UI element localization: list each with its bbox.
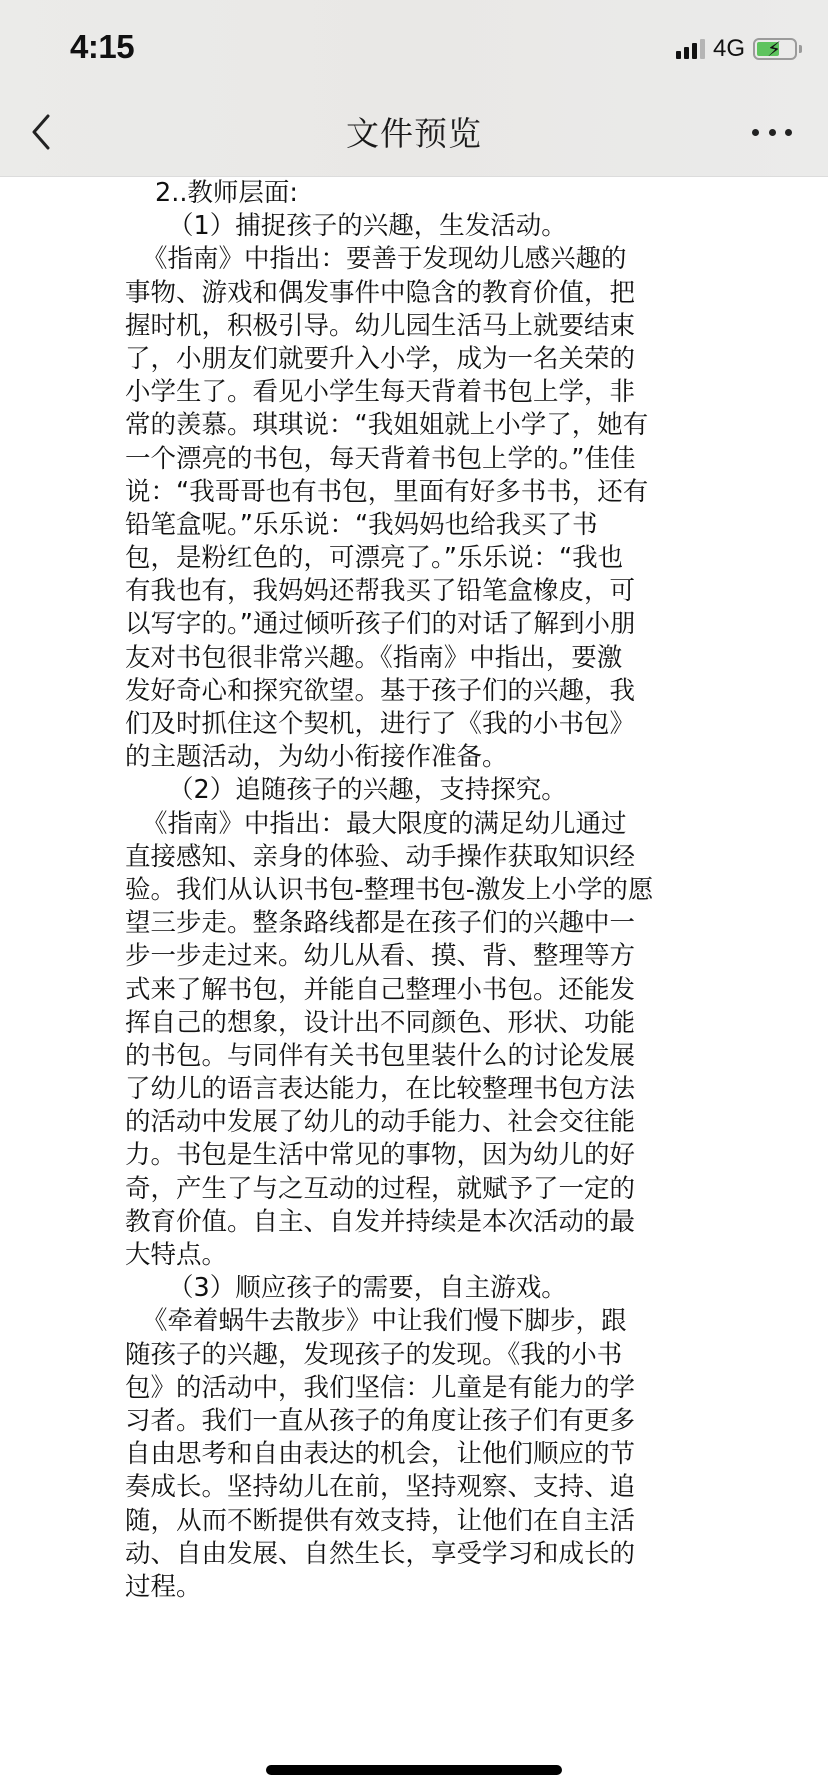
network-type: 4G <box>712 35 745 62</box>
paragraph-line: 望三步走。整条路线都是在孩子们的兴趣中一 <box>125 908 636 939</box>
more-dot-icon <box>752 129 759 136</box>
status-time: 4:15 <box>70 28 135 65</box>
paragraph-line: 随孩子的兴趣，发现孩子的发现。《我的小书 <box>125 1339 623 1370</box>
signal-icon <box>676 39 705 59</box>
paragraph-line: 《指南》中指出：最大限度的满足幼儿通过 <box>142 808 627 839</box>
paragraph-line: 大特点。 <box>125 1240 228 1270</box>
paragraph-line: 挥自己的想象，设计出不同颜色、形状、功能 <box>125 1007 636 1038</box>
subheading: （1）捕捉孩子的兴趣，生发活动。 <box>168 211 567 242</box>
paragraph-line: 事物、游戏和偶发事件中隐含的教育价值，把 <box>125 277 636 308</box>
paragraph-line: 常的羡慕。琪琪说：“我姐姐就上小学了，她有 <box>125 410 649 441</box>
battery-tip <box>799 45 802 53</box>
paragraph-line: 《指南》中指出：要善于发现幼儿感兴趣的 <box>142 244 627 275</box>
subheading: （2）追随孩子的兴趣，支持探究。 <box>168 775 567 806</box>
more-dot-icon <box>785 129 792 136</box>
home-indicator[interactable] <box>266 1765 562 1775</box>
paragraph-line: 的书包。与同伴有关书包里装什么的讨论发展 <box>125 1040 636 1071</box>
paragraph-line: 直接感知、亲身的体验、动手操作获取知识经 <box>125 841 636 872</box>
paragraph-line: 动、自由发展、自然生长，享受学习和成长的 <box>125 1538 636 1569</box>
paragraph-line: 的活动中发展了幼儿的动手能力、社会交往能 <box>125 1107 636 1138</box>
paragraph-line: 一个漂亮的书包，每天背着书包上学的。”佳佳 <box>125 443 636 474</box>
paragraph-line: 步一步走过来。幼儿从看、摸、背、整理等方 <box>125 941 636 972</box>
paragraph-line: 式来了解书包，并能自己整理小书包。还能发 <box>125 974 636 1005</box>
paragraph-line: 教育价值。自主、自发并持续是本次活动的最 <box>125 1206 636 1237</box>
document-preview[interactable] <box>125 177 705 1604</box>
paragraph-line: 发好奇心和探究欲望。基于孩子们的兴趣，我 <box>125 675 636 706</box>
paragraph-line: 过程。 <box>125 1571 202 1602</box>
paragraph-line: 包》的活动中，我们坚信：儿童是有能力的学 <box>125 1372 636 1403</box>
top-bar <box>0 0 828 177</box>
paragraph-line: 以写字的。”通过倾听孩子们的对话了解到小朋 <box>125 609 636 640</box>
paragraph-line: 自由思考和自由表达的机会，让他们顺应的节 <box>125 1439 636 1470</box>
status-indicators <box>676 34 802 64</box>
paragraph-line: 了，小朋友们就要升入小学，成为一名关荣的 <box>125 343 636 374</box>
paragraph-line: 奇，产生了与之互动的过程，就赋予了一定的 <box>125 1173 636 1204</box>
paragraph-line: 《牵着蜗牛去散步》中让我们慢下脚步，跟 <box>142 1306 627 1337</box>
paragraph-line: 友对书包很非常兴趣。《指南》中指出，要激 <box>125 642 623 673</box>
paragraph-line: 力。书包是生活中常见的事物，因为幼儿的好 <box>125 1140 636 1171</box>
paragraph-line: 习者。我们一直从孩子的角度让孩子们有更多 <box>125 1405 636 1436</box>
paragraph-line: 小学生了。看见小学生每天背着书包上学，非 <box>125 377 636 408</box>
paragraph-line: 铅笔盒呢。”乐乐说：“我妈妈也给我买了书 <box>125 509 598 540</box>
paragraph-line: 了幼儿的语言表达能力，在比较整理书包方法 <box>125 1074 636 1105</box>
more-button[interactable] <box>752 118 792 146</box>
battery-charging-icon: ⚡ <box>753 38 797 60</box>
section-heading: 2..教师层面: <box>155 178 299 208</box>
more-dot-icon <box>769 129 776 136</box>
paragraph-line: 验。我们从认识书包-整理书包-激发上小学的愿 <box>125 874 654 905</box>
paragraph-line: 们及时抓住这个契机，进行了《我的小书包》 <box>125 709 636 739</box>
subheading: （3）顺应孩子的需要，自主游戏。 <box>168 1273 567 1304</box>
page-title: 文件预览 <box>346 114 482 153</box>
paragraph-line: 随，从而不断提供有效支持，让他们在自主活 <box>125 1505 636 1536</box>
paragraph-line: 的主题活动，为幼小衔接作准备。 <box>125 742 508 773</box>
paragraph-line: 包，是粉红色的，可漂亮了。”乐乐说：“我也 <box>125 543 624 574</box>
paragraph-line: 说：“我哥哥也有书包，里面有好多书书，还有 <box>125 476 649 507</box>
paragraph-line: 有我也有，我妈妈还帮我买了铅笔盒橡皮，可 <box>125 576 636 607</box>
paragraph-line: 握时机，积极引导。幼儿园生活马上就要结束 <box>125 310 636 341</box>
paragraph-line: 奏成长。坚持幼儿在前，坚持观察、支持、追 <box>125 1472 636 1503</box>
